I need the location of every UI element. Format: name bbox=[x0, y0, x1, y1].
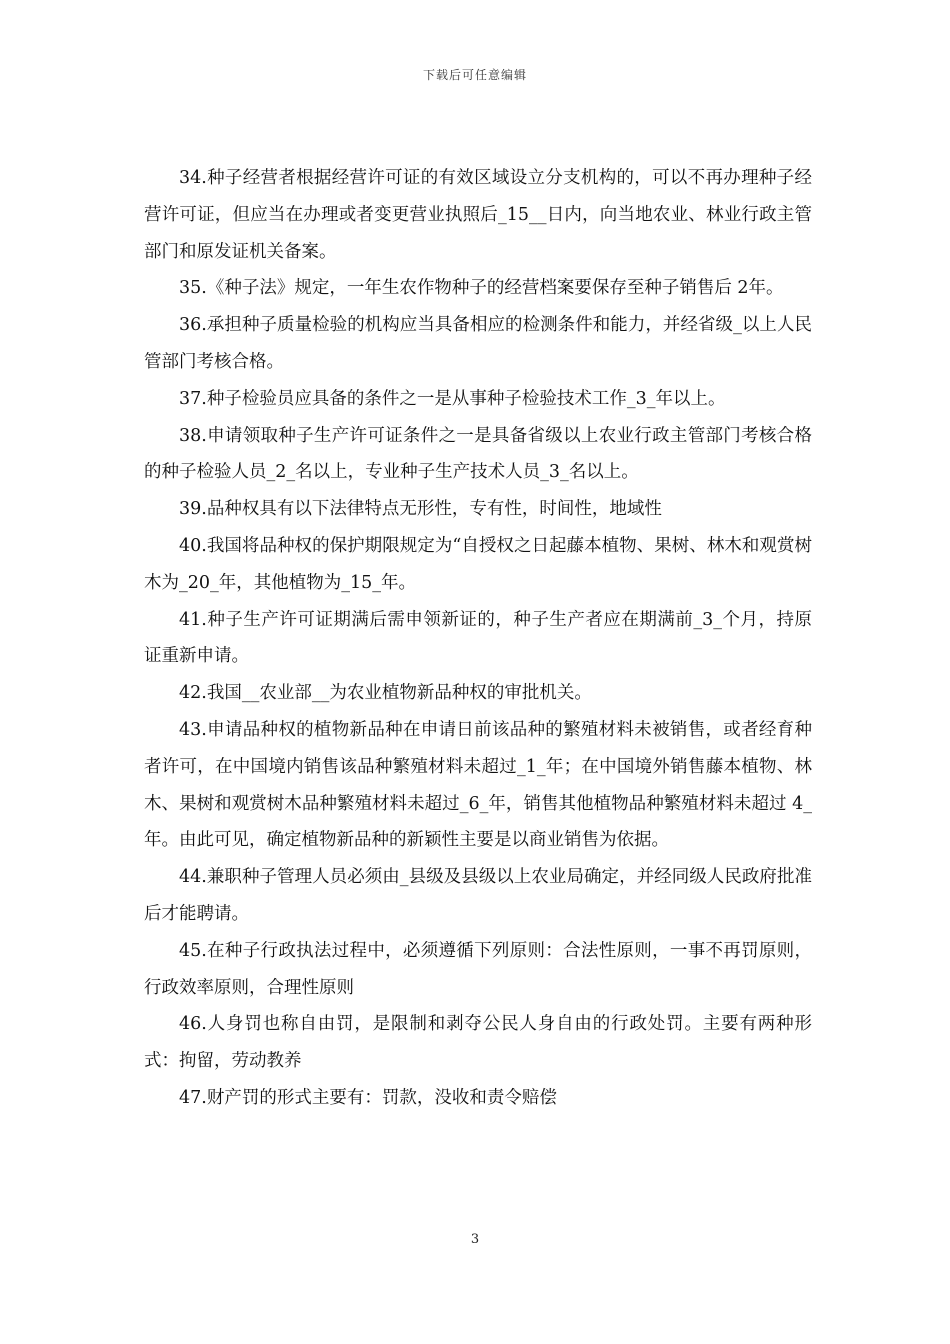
paragraph-43: 43.申请品种权的植物新品种在申请日前该品种的繁殖材料未被销售，或者经育种者许可，在中国境内销售该品种繁殖材料未超过_1_年；在中国境外销售藤本植物、林木、果树和观赏树木品种繁殖材料未超过_6_年，销售其他植物品种繁殖材料未超过 4_年。由此可见，确定植物新品种的新颖性主要是以商业销售为依据。 bbox=[144, 719, 812, 851]
paragraph-42: 42.我国__农业部__为农业植物新品种权的审批机关。 bbox=[179, 683, 592, 704]
page-header: 下载后可任意编辑 bbox=[422, 68, 527, 82]
paragraph-35: 35.《种子法》规定，一年生农作物种子的经营档案要保存至种子销售后 2年。 bbox=[179, 278, 784, 299]
paragraph-38: 38.申请领取种子生产许可证条件之一是具备省级以上农业行政主管部门考核合格的种子检验人员_2_名以上，专业种子生产技术人员_3_名以上。 bbox=[144, 425, 812, 483]
paragraph-45: 45.在种子行政执法过程中，必须遵循下列原则：合法性原则，一事不再罚原则，行政效率原则，合理性原则 bbox=[144, 940, 812, 998]
paragraph-47: 47.财产罚的形式主要有：罚款，没收和责令赔偿 bbox=[179, 1087, 557, 1108]
page-number: 3 bbox=[470, 1232, 480, 1247]
document-body bbox=[144, 160, 812, 1117]
paragraph-39: 39.品种权具有以下法律特点无形性，专有性，时间性，地域性 bbox=[179, 499, 662, 520]
paragraph-40: 40.我国将品种权的保护期限规定为“自授权之日起藤本植物、果树、林木和观赏树木为_20_年，其他植物为_15_年。 bbox=[144, 535, 812, 593]
paragraph-36: 36.承担种子质量检验的机构应当具备相应的检测条件和能力，并经省级_以上人民管部门考核合格。 bbox=[144, 315, 812, 372]
paragraph-37: 37.种子检验员应具备的条件之一是从事种子检验技术工作_3_年以上。 bbox=[179, 388, 726, 409]
paragraph-44: 44.兼职种子管理人员必须由_县级及县级以上农业局确定，并经同级人民政府批准后才能聘请。 bbox=[144, 867, 812, 924]
paragraph-46: 46.人身罚也称自由罚，是限制和剥夺公民人身自由的行政处罚。主要有两种形式：拘留，劳动教养 bbox=[144, 1014, 812, 1072]
paragraph-34: 34.种子经营者根据经营许可证的有效区域设立分支机构的，可以不再办理种子经营许可证，但应当在办理或者变更营业执照后_15__日内，向当地农业、林业行政主管部门和原发证机关备案。 bbox=[144, 168, 812, 262]
paragraph-41: 41.种子生产许可证期满后需申领新证的，种子生产者应在期满前_3_个月，持原证重新申请。 bbox=[144, 609, 812, 667]
